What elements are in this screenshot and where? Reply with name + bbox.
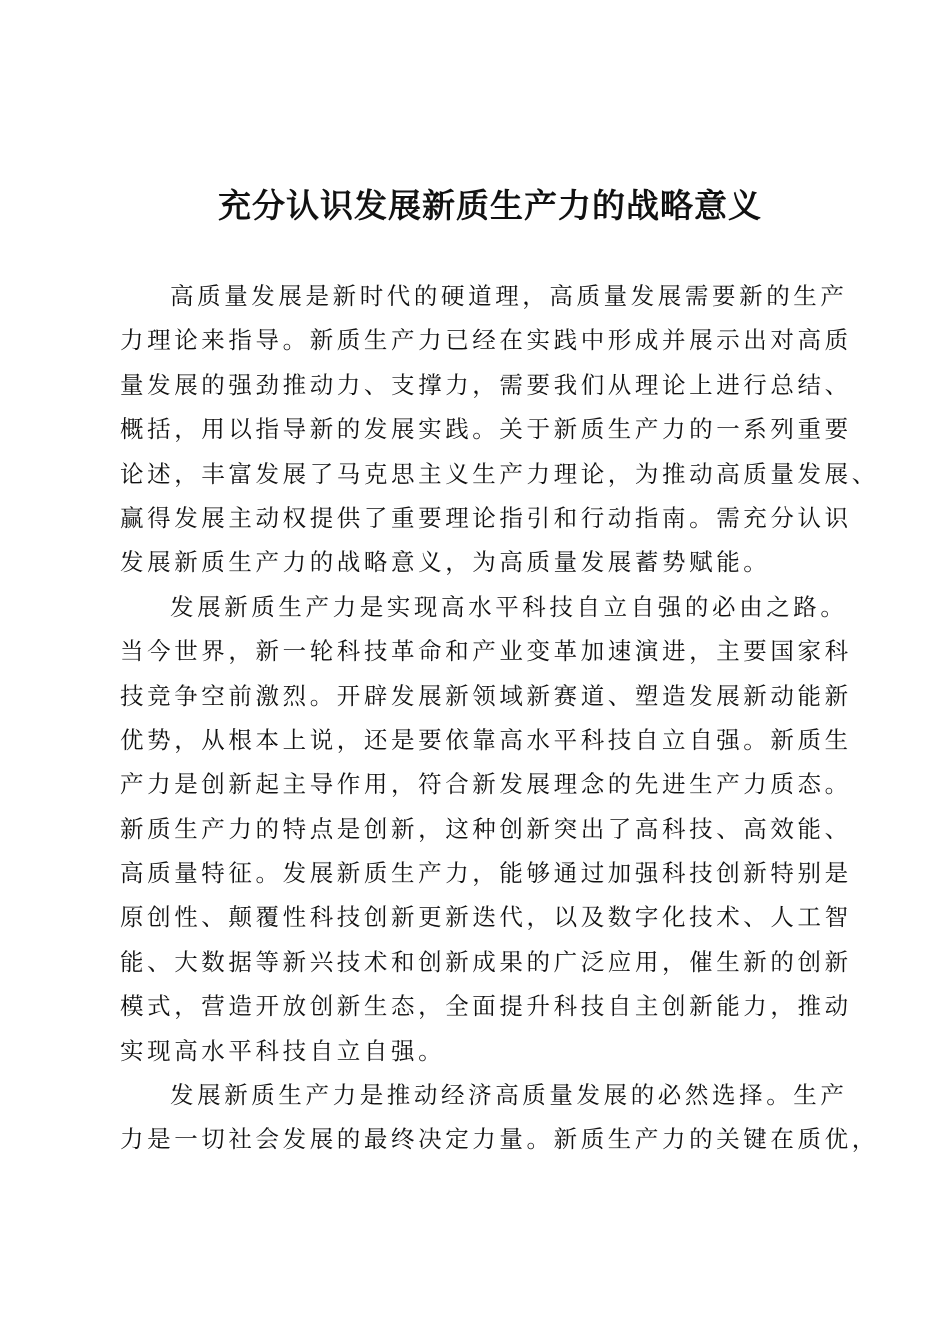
paragraph-line: 产力是创新起主导作用，符合新发展理念的先进生产力质态。 [120,770,852,799]
paragraph-line: 新质生产力的特点是创新，这种创新突出了高科技、高效能、 [120,814,852,843]
paragraph-line: 实现高水平科技自立自强。 [120,1036,446,1065]
document-body [120,274,879,1162]
paragraph-2 [120,585,852,1073]
paragraph-line: 概括，用以指导新的发展实践。关于新质生产力的一系列重要 [120,415,852,444]
paragraph-line: 模式，营造开放创新生态，全面提升科技自主创新能力，推动 [120,992,852,1021]
paragraph-line: 能、大数据等新兴技术和创新成果的广泛应用，催生新的创新 [120,947,852,976]
paragraph-3 [120,1073,879,1162]
paragraph-line: 力是一切社会发展的最终决定力量。新质生产力的关键在质优， [120,1125,879,1154]
paragraph-line: 技竞争空前激烈。开辟发展新领域新赛道、塑造发展新动能新 [120,681,852,710]
paragraph-line: 发展新质生产力是推动经济高质量发展的必然选择。生产 [170,1081,848,1110]
paragraph-line: 高质量特征。发展新质生产力，能够通过加强科技创新特别是 [120,859,852,888]
paragraph-line: 发展新质生产力的战略意义，为高质量发展蓄势赋能。 [120,548,771,577]
paragraph-line: 高质量发展是新时代的硬道理，高质量发展需要新的生产 [170,282,848,310]
document-title: 充分认识发展新质生产力的战略意义 [218,186,762,225]
paragraph-line: 优势，从根本上说，还是要依靠高水平科技自立自强。新质生 [120,725,852,754]
paragraph-line: 原创性、颠覆性科技创新更新迭代，以及数字化技术、人工智 [120,903,852,932]
paragraph-1 [120,274,879,585]
paragraph-line: 量发展的强劲推动力、支撑力，需要我们从理论上进行总结、 [120,370,852,399]
paragraph-line: 当今世界，新一轮科技革命和产业变革加速演进，主要国家科 [120,637,852,666]
paragraph-line: 力理论来指导。新质生产力已经在实践中形成并展示出对高质 [120,326,852,355]
paragraph-line: 论述，丰富发展了马克思主义生产力理论，为推动高质量发展、 [120,459,879,488]
paragraph-line: 赢得发展主动权提供了重要理论指引和行动指南。需充分认识 [120,503,852,532]
paragraph-line: 发展新质生产力是实现高水平科技自立自强的必由之路。 [170,592,848,621]
